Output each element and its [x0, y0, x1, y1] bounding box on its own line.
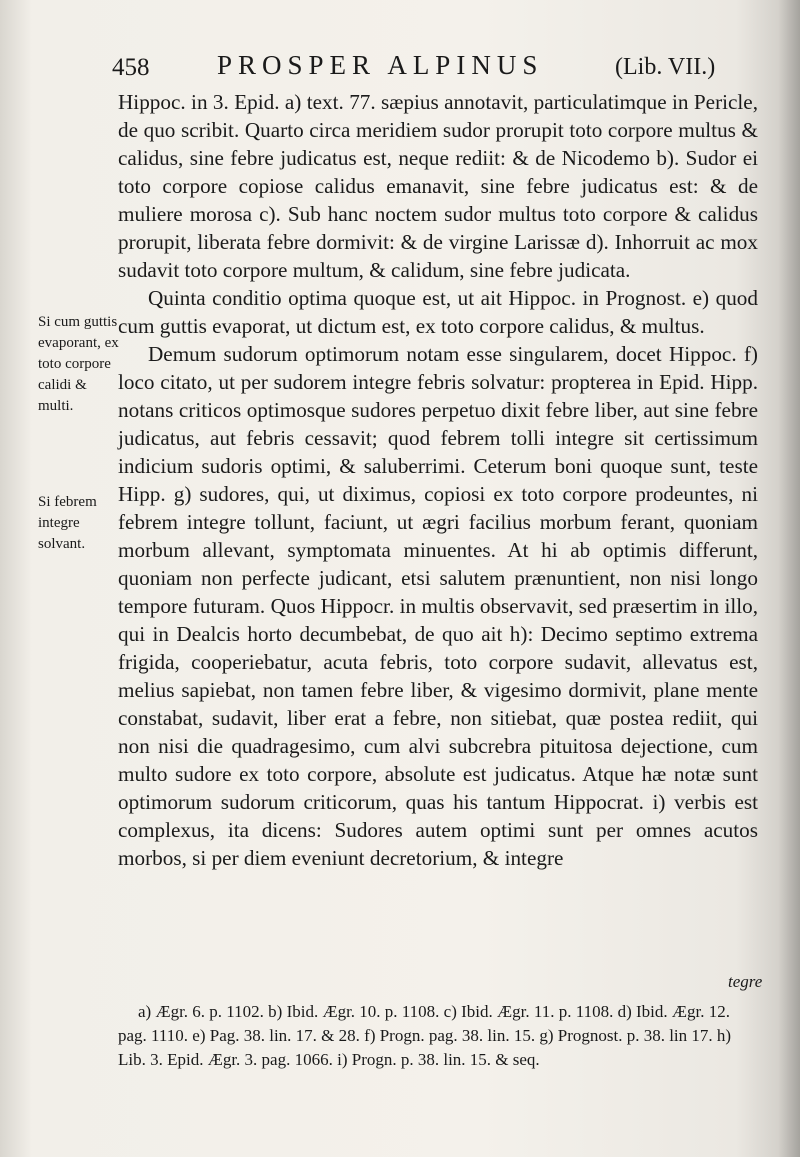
footnotes — [118, 1000, 758, 1072]
paragraph-2: Quinta conditio optima quoque est, ut ait Hippoc. in Prognost. e) quod cum guttis evaporat, ut dictum est, ex toto corpore calidus, & multus. — [118, 286, 758, 338]
footnote-block: a) Ægr. 6. p. 1102. b) Ibid. Ægr. 10. p. 1108. c) Ibid. Ægr. 11. p. 1108. d) Ibid. Ægr. 12. pag. 1110. e) Pag. 38. lin. 17. & 28. f) Progn. pag. 38. lin. 15. g) Prognost. p. 38. lin 17. h) Lib. 3. Epid. Ægr. 3. pag. 1066. i) Progn. p. 38. lin. 15. & seq. — [118, 1002, 732, 1069]
page-header — [112, 48, 762, 88]
main-text — [118, 88, 758, 872]
book-reference: (Lib. VII.) — [615, 54, 716, 80]
catchword: tegre — [728, 972, 763, 991]
margin-note-1: Si cum guttis evaporant, ex toto corpore calidi & multi. — [38, 314, 119, 414]
page-edge-shadow — [778, 0, 800, 1157]
running-title: PROSPER ALPINUS — [217, 50, 544, 80]
paragraph-3: Demum sudorum optimorum notam esse singularem, docet Hippoc. f) loco citato, ut per sudorem integre febris solvatur: propterea in Epid. Hipp. notans criticos optimosque sudores perpetuo dixit febre liber, aut sine febre judicatus, aut febris cessavit; quod febrem tolli integre sit certissimum indicium sudoris optimi, & saluberrimi. Ceterum boni quoque sunt, teste Hipp. g) sudores, qui, ut diximus, copiosi ex toto corpore prodeuntes, ni febrem integre tollunt, faciunt, ut ægri facilius morbum ferant, quoniam morbum allevant, symptomata minuentes. At hi ab optimis differunt, quoniam non perfecte judicant, etsi salutem prænuntient, non nisi longo tempore futuram. Quos Hippocr. in multis observavit, sed præsertim in illo, qui in Dealcis horto decumbebat, de quo ait h): Decimo septimo extrema frigida, cooperiebatur, acuta febris, toto corpore sudavit, allevatus est, melius sapiebat, non tamen febre liber, & vigesimo dormivit, plane mente constabat, sudavit, liber erat a febre, non sitiebat, quæ postea rediit, qui non nisi die quadragesimo, cum alvi subcrebra pituitosa dejectione, cum multo sudore ex toto corpore, absolute est judicatus. Atque hæ notæ sunt optimorum sudorum criticorum, quas his tantum Hippocrat. i) verbis est complexus, ita dicens: Sudores autem optimi sunt per omnes acutos morbos, si per diem eveniunt decretorium, & integre — [118, 342, 758, 870]
page-number: 458 — [112, 54, 150, 81]
margin-note-2: Si febrem integre solvant. — [38, 494, 97, 552]
paragraph-1: Hippoc. in 3. Epid. a) text. 77. sæpius annotavit, particulatimque in Pericle, de quo scribit. Quarto circa meridiem sudor prorupit toto corpore multus & calidus, sine febre judicatus est, neque rediit: & de Nicodemo b). Sudor ei toto corpore copiose calidus emanavit, sine febre judicatus est: & de muliere morosa c). Sub hanc noctem sudor multus toto corpore & calidus prorupit, liberata febre dormivit: & de virgine Larissæ d). Inhorruit ac mox sudavit toto corpore multum, & calidum, sine febre judicata. — [118, 90, 758, 282]
